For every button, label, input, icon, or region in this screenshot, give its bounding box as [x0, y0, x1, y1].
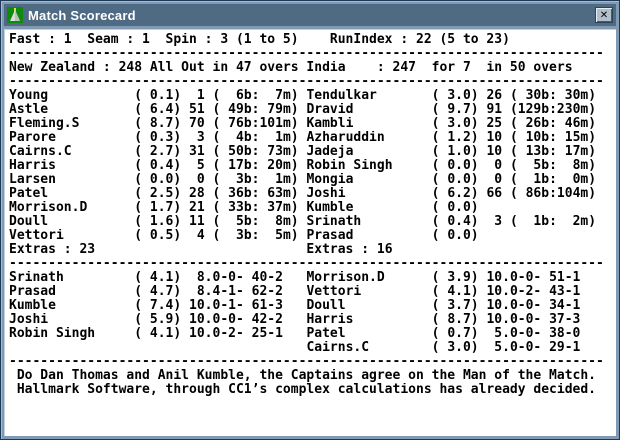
separator: ---------------------------------------------------------------------------- [9, 75, 604, 89]
scorecard [4, 29, 616, 436]
batsman-runs: 21 [189, 201, 213, 215]
titlebar[interactable] [4, 4, 616, 26]
batting-index: ( 2.7) [134, 145, 190, 159]
separator: ---------------------------------------------------------------------------- [9, 257, 604, 271]
bowling-index: ( 4.1) [431, 285, 487, 299]
batsman-name: Patel [9, 187, 135, 201]
batsman-name: Srinath [306, 215, 432, 229]
footer-text: Do Dan Thomas and Anil Kumble, the Captains agree on the Man of the Match. [9, 369, 596, 383]
bowling-figures: 10.0-0- 42-2 [189, 313, 307, 327]
batting-row [9, 131, 616, 145]
away-innings-summary: India : 247 for 7 in 50 overs [306, 61, 573, 75]
batting-index: ( 0.0) [431, 201, 479, 215]
bowling-figures: 10.0-2- 43-1 [486, 285, 581, 299]
app-icon[interactable] [7, 7, 23, 23]
batsman-runs: 26 [486, 89, 510, 103]
innings-summary [9, 61, 616, 75]
bowling-index: ( 4.1) [134, 327, 190, 341]
batting-row [9, 229, 616, 243]
footer-section [9, 369, 616, 397]
footer-line [9, 369, 616, 383]
balls-minutes: ( 50b: 73m) [212, 145, 307, 159]
bowler-name: Harris [306, 313, 432, 327]
bowler-name: Morrison.D [306, 271, 432, 285]
bowling-figures: 5.0-0- 38-0 [486, 327, 581, 341]
bowling-figures: 8.0-0- 40-2 [189, 271, 307, 285]
batsman-runs: 66 [486, 187, 510, 201]
bowling-figures [189, 341, 306, 355]
bowler-name: Prasad [9, 285, 135, 299]
batsman-name: Jadeja [306, 145, 432, 159]
batting-row [9, 145, 616, 159]
batsman-name: Vettori [9, 229, 135, 243]
batsman-name: Astle [9, 103, 135, 117]
batsman-name: Harris [9, 159, 135, 173]
balls-minutes: ( 1b: 0m) [509, 173, 597, 187]
batting-index: ( 3.0) [431, 117, 487, 131]
batsman-runs: 1 [189, 89, 213, 103]
bowler-name: Joshi [9, 313, 135, 327]
batting-index: ( 0.0) [134, 173, 190, 187]
home-extras: Extras : 23 [9, 243, 307, 257]
balls-minutes: ( 3b: 1m) [212, 173, 307, 187]
batsman-runs: 0 [486, 159, 510, 173]
batting-row [9, 187, 616, 201]
batsman-runs: 51 [189, 103, 213, 117]
bowling-row [9, 271, 616, 285]
conditions-line: Fast : 1 Seam : 1 Spin : 3 (1 to 5) RunIndex : 22 (5 to 23) [9, 33, 510, 47]
batting-index: ( 0.3) [134, 131, 190, 145]
batting-index: ( 2.5) [134, 187, 190, 201]
batting-index: ( 1.0) [431, 145, 487, 159]
batsman-name: Fleming.S [9, 117, 135, 131]
batsman-runs: 0 [189, 173, 213, 187]
batsman-runs: 5 [189, 159, 213, 173]
bowling-figures: 10.0-0- 34-1 [486, 299, 581, 313]
balls-minutes: ( 5b: 8m) [509, 159, 597, 173]
footer-text: Hallmark Software, through CC1’s complex calculations has already decided. [9, 383, 596, 397]
bowling-index: ( 0.7) [431, 327, 487, 341]
close-icon: ✕ [599, 9, 609, 21]
batting-index: ( 0.0) [431, 229, 479, 243]
batsman-runs: 11 [189, 215, 213, 229]
balls-minutes: ( 5b: 8m) [212, 215, 307, 229]
batsman-name: Mongia [306, 173, 432, 187]
batsman-name: Young [9, 89, 135, 103]
batting-row [9, 215, 616, 229]
balls-minutes: ( 26b: 46m) [509, 117, 597, 131]
bowling-figures: 10.0-1- 61-3 [189, 299, 307, 313]
bowling-index: ( 7.4) [134, 299, 190, 313]
bowling-row [9, 285, 616, 299]
home-innings-summary: New Zealand : 248 All Out in 47 overs [9, 61, 307, 75]
batting-index: ( 8.7) [134, 117, 190, 131]
bowler-name [9, 341, 134, 355]
bowling-row [9, 313, 616, 327]
batsman-name: Joshi [306, 187, 432, 201]
batsman-name: Azharuddin [306, 131, 432, 145]
bowling-index: ( 3.9) [431, 271, 487, 285]
balls-minutes: (129b:230m) [509, 103, 597, 117]
batsman-name: Kambli [306, 117, 432, 131]
balls-minutes: ( 33b: 37m) [212, 201, 307, 215]
bowling-section [9, 271, 616, 355]
batsman-runs: 10 [486, 145, 510, 159]
balls-minutes: ( 13b: 17m) [509, 145, 597, 159]
window-title: Match Scorecard [28, 7, 136, 23]
batting-index: ( 6.2) [431, 187, 487, 201]
bowling-figures: 10.0-0- 37-3 [486, 313, 581, 327]
batting-section [9, 89, 616, 243]
batsman-name: Morrison.D [9, 201, 135, 215]
bowler-name: Doull [306, 299, 432, 313]
bowling-row [9, 341, 616, 355]
bowler-name: Srinath [9, 271, 135, 285]
batsman-name: Robin Singh [306, 159, 432, 173]
batsman-runs: 31 [189, 145, 213, 159]
balls-minutes: ( 1b: 2m) [509, 215, 597, 229]
bowler-name: Kumble [9, 299, 135, 313]
bowler-name: Vettori [306, 285, 432, 299]
batting-index: ( 3.0) [431, 89, 487, 103]
bowling-figures: 10.0-2- 25-1 [189, 327, 307, 341]
batting-index: ( 6.4) [134, 103, 190, 117]
batsman-runs: 3 [189, 131, 213, 145]
batsman-runs: 91 [486, 103, 510, 117]
batting-index: ( 0.4) [134, 159, 190, 173]
batting-row [9, 173, 616, 187]
balls-minutes: ( 17b: 20m) [212, 159, 307, 173]
batting-row [9, 117, 616, 131]
bowling-index [134, 341, 189, 355]
bowling-row [9, 327, 616, 341]
batsman-runs: 25 [486, 117, 510, 131]
batting-index: ( 0.4) [431, 215, 487, 229]
extras-line [9, 243, 616, 257]
bowling-index: ( 4.7) [134, 285, 190, 299]
separator: ---------------------------------------------------------------------------- [9, 47, 604, 61]
batsman-name: Tendulkar [306, 89, 432, 103]
batting-index: ( 0.0) [431, 173, 487, 187]
batting-index: ( 1.7) [134, 201, 190, 215]
balls-minutes: ( 3b: 5m) [212, 229, 307, 243]
batsman-name: Dravid [306, 103, 432, 117]
bowling-index: ( 4.1) [134, 271, 190, 285]
batsman-name: Larsen [9, 173, 135, 187]
balls-minutes: ( 30b: 30m) [509, 89, 597, 103]
batting-index: ( 0.5) [134, 229, 190, 243]
batsman-runs: 28 [189, 187, 213, 201]
batsman-name: Kumble [306, 201, 432, 215]
footer-line [9, 383, 616, 397]
batting-index: ( 0.0) [431, 159, 487, 173]
bowler-name: Robin Singh [9, 327, 135, 341]
balls-minutes: ( 49b: 79m) [212, 103, 307, 117]
balls-minutes: ( 6b: 7m) [212, 89, 307, 103]
bowling-index: ( 8.7) [431, 313, 487, 327]
batsman-runs: 0 [486, 173, 510, 187]
away-extras: Extras : 16 [306, 243, 393, 257]
batting-index: ( 1.2) [431, 131, 487, 145]
bowling-index: ( 3.0) [431, 341, 487, 355]
batsman-name: Cairns.C [9, 145, 135, 159]
batsman-runs: 10 [486, 131, 510, 145]
batting-row [9, 89, 616, 103]
batsman-runs: 4 [189, 229, 213, 243]
batsman-name: Prasad [306, 229, 432, 243]
batting-row [9, 159, 616, 173]
batsman-runs: 70 [189, 117, 213, 131]
separator: ---------------------------------------------------------------------------- [9, 355, 604, 369]
batting-index: ( 1.6) [134, 215, 190, 229]
batting-index: ( 9.7) [431, 103, 487, 117]
balls-minutes: ( 36b: 63m) [212, 187, 307, 201]
close-button[interactable] [595, 7, 613, 23]
bowler-name: Patel [306, 327, 432, 341]
bowling-figures: 10.0-0- 51-1 [486, 271, 581, 285]
bowling-index: ( 5.9) [134, 313, 190, 327]
bowling-row [9, 299, 616, 313]
batsman-runs: 3 [486, 215, 510, 229]
wicket-icon [7, 7, 23, 23]
balls-minutes: ( 4b: 1m) [212, 131, 307, 145]
bowling-figures: 5.0-0- 29-1 [486, 341, 581, 355]
bowling-figures: 8.4-1- 62-2 [189, 285, 307, 299]
batsman-name: Doull [9, 215, 135, 229]
balls-minutes: ( 10b: 15m) [509, 131, 597, 145]
bowler-name: Cairns.C [306, 341, 432, 355]
bowling-index: ( 3.7) [431, 299, 487, 313]
batting-row [9, 103, 616, 117]
batsman-name: Parore [9, 131, 135, 145]
balls-minutes: ( 86b:104m) [509, 187, 597, 201]
balls-minutes: ( 76b:101m) [212, 117, 307, 131]
batting-index: ( 0.1) [134, 89, 190, 103]
batting-row [9, 201, 616, 215]
